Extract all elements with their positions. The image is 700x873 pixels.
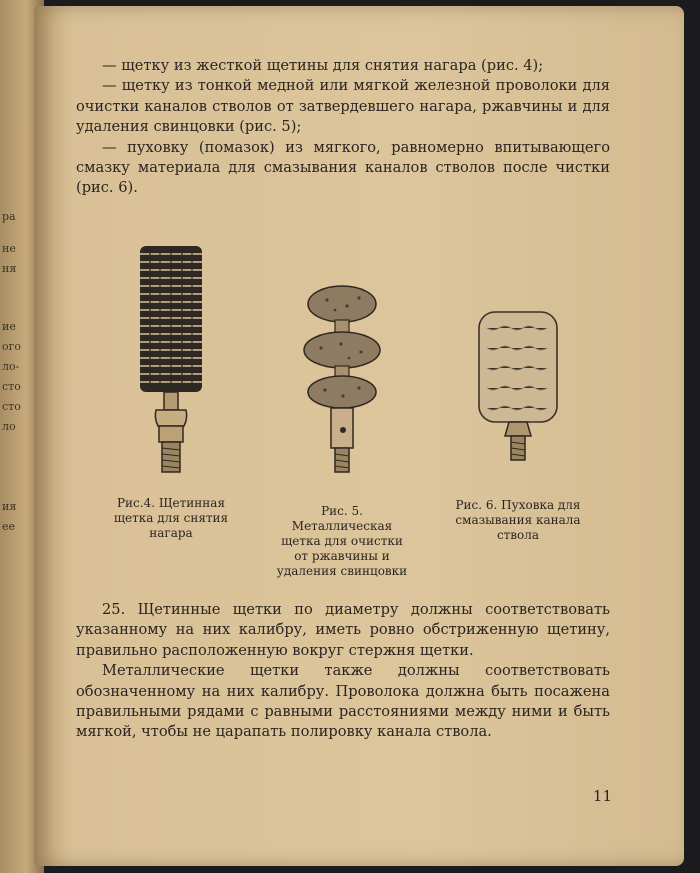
left-fragment: ра — [2, 210, 16, 223]
paragraph: Металлические щетки также должны соответствовать обозначенному на них калибру. Проволока должна быть посажена правильными рядами с равными расстояниями между ними и быть мягкой, чтобы не царапать полировку канала ствола. — [76, 662, 610, 741]
figure-6 — [438, 308, 598, 543]
figure-caption: Рис. 6. Пуховка для смазывания канала ствола — [455, 498, 581, 542]
text-block-bottom — [76, 600, 610, 743]
left-fragment: ло- — [2, 360, 20, 373]
figure-caption: Рис.4. Щетинная щетка для снятия нагара — [113, 496, 229, 540]
left-fragment: не — [2, 242, 16, 255]
figure-5 — [262, 280, 422, 579]
figure-4 — [86, 240, 256, 541]
left-fragment: ие — [2, 320, 16, 333]
left-fragment: сто — [2, 380, 21, 393]
text-block-top — [76, 56, 610, 199]
paragraph: — щетку из тонкой медной или мягкой железной проволоки для очистки каналов стволов от затвердевшего нагара, ржавчины и для удаления свинцовки (рис. 5); — [76, 77, 610, 136]
left-fragment: ее — [2, 520, 16, 533]
bristle-brush-illustration — [126, 240, 216, 480]
left-fragment: ия — [2, 500, 17, 513]
left-fragment: ло — [2, 420, 16, 433]
left-fragment: сто — [2, 400, 21, 413]
left-fragment: ого — [2, 340, 22, 353]
swab-illustration — [473, 308, 563, 468]
metal-brush-illustration — [297, 280, 387, 480]
figure-caption: Рис. 5. Металлическая щетка для очистки от ржавчины и удаления свинцовки — [276, 504, 408, 578]
left-fragment: ня — [2, 262, 17, 275]
page-number: 11 — [592, 787, 612, 805]
paragraph: — пуховку (помазок) из мягкого, равномерно впитывающего смазку материала для смазывания каналов стволов после чистки (рис. 6). — [76, 138, 610, 197]
paragraph: 25. Щетинные щетки по диаметру должны соответствовать указанному на них калибру, иметь ровно обстриженную щетину, правильно расположенную вокруг стержня щетки. — [76, 601, 610, 659]
paragraph: — щетку из жесткой щетины для снятия нагара (рис. 4); — [102, 57, 544, 74]
